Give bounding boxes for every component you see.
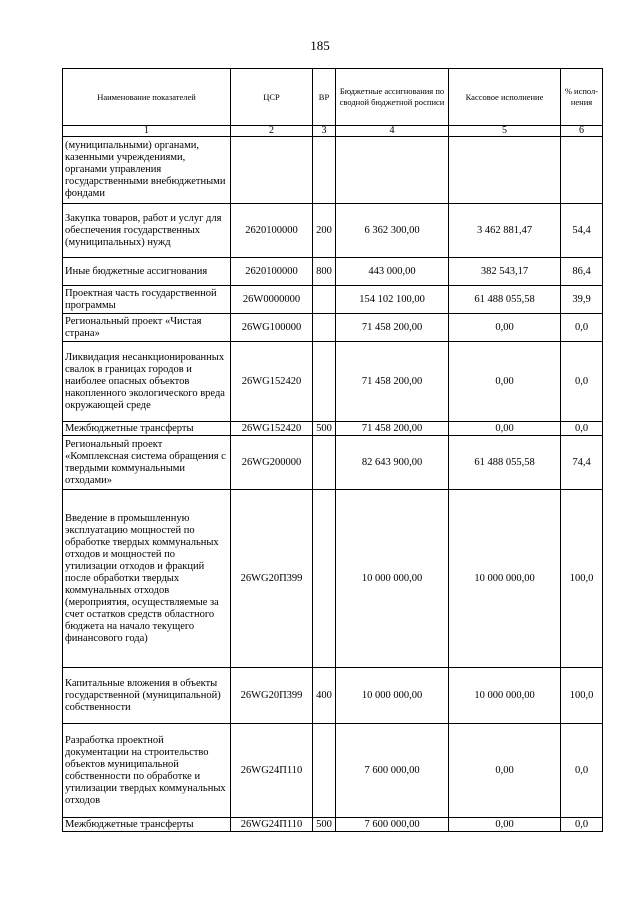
row-budget: 7 600 000,00 [336,818,449,832]
row-vr [313,490,336,668]
row-csr: 26WG24П110 [231,818,313,832]
row-name: Региональный проект «Комплексная система обращения с твердыми коммунальными отходами» [63,436,231,490]
row-csr: 26WG20П399 [231,490,313,668]
row-name: Иные бюджетные ассигнования [63,258,231,286]
row-budget: 443 000,00 [336,258,449,286]
row-csr: 26WG24П110 [231,724,313,818]
table-row [63,422,603,436]
row-csr: 26WG152420 [231,422,313,436]
row-csr: 2620100000 [231,204,313,258]
row-name: Закупка товаров, работ и услуг для обеспечения государственных (муниципальных) нужд [63,204,231,258]
row-cash: 10 000 000,00 [449,490,561,668]
row-percent: 0,0 [561,818,603,832]
row-budget [336,137,449,204]
row-name: Капитальные вложения в объекты государственной (муниципальной) собственности [63,668,231,724]
row-percent: 74,4 [561,436,603,490]
table-row [63,724,603,818]
table-row [63,137,603,204]
row-csr: 26WG20П399 [231,668,313,724]
row-percent: 0,0 [561,422,603,436]
header-budget-allocations: Бюджетные ассигнования по сводной бюджетной росписи [336,69,449,126]
column-number: 5 [449,126,561,137]
row-percent: 39,9 [561,286,603,314]
table-row [63,258,603,286]
row-cash: 61 488 055,58 [449,286,561,314]
row-budget: 10 000 000,00 [336,668,449,724]
column-number: 4 [336,126,449,137]
row-budget: 71 458 200,00 [336,342,449,422]
row-vr: 500 [313,818,336,832]
row-budget: 6 362 300,00 [336,204,449,258]
header-vr: ВР [313,69,336,126]
row-cash: 10 000 000,00 [449,668,561,724]
row-vr: 500 [313,422,336,436]
row-vr [313,314,336,342]
table-row [63,668,603,724]
row-cash [449,137,561,204]
row-vr: 800 [313,258,336,286]
row-name: Межбюджетные трансферты [63,422,231,436]
column-number: 2 [231,126,313,137]
column-number: 6 [561,126,603,137]
row-name: Разработка проектной документации на строительство объектов муниципальной собственности по обработке и утилизации твердых коммунальных отходов [63,724,231,818]
row-percent [561,137,603,204]
row-name: Региональный проект «Чистая страна» [63,314,231,342]
row-cash: 61 488 055,58 [449,436,561,490]
row-name: Межбюджетные трансферты [63,818,231,832]
row-csr: 26WG200000 [231,436,313,490]
row-vr [313,137,336,204]
row-vr [313,342,336,422]
row-budget: 7 600 000,00 [336,724,449,818]
row-percent: 86,4 [561,258,603,286]
header-csr: ЦСР [231,69,313,126]
table-row [63,436,603,490]
row-cash: 382 543,17 [449,258,561,286]
row-cash: 0,00 [449,422,561,436]
row-cash: 0,00 [449,818,561,832]
row-budget: 154 102 100,00 [336,286,449,314]
row-cash: 0,00 [449,314,561,342]
table-header-row [63,69,603,126]
table-row [63,818,603,832]
column-number: 3 [313,126,336,137]
row-budget: 82 643 900,00 [336,436,449,490]
row-csr: 26WG152420 [231,342,313,422]
row-percent: 100,0 [561,490,603,668]
row-percent: 0,0 [561,724,603,818]
row-vr [313,436,336,490]
row-csr [231,137,313,204]
table-row [63,314,603,342]
row-percent: 54,4 [561,204,603,258]
budget-execution-table [62,68,603,832]
row-cash: 0,00 [449,724,561,818]
column-number-row [63,126,603,137]
row-name: Ликвидация несанкционированных свалок в границах городов и наиболее опасных объектов накопленного экологического вреда окружающей среде [63,342,231,422]
row-name: Введение в промышленную эксплуатацию мощностей по обработке твердых коммунальных отходов и мощностей по утилизации отходов и фракций после обработки твердых коммунальных отходов (мероприятия, осуществляемые за счет остатков средств областного бюджета на начало текущего финансового года) [63,490,231,668]
row-vr: 200 [313,204,336,258]
header-execution-percent: % испол-нения [561,69,603,126]
table-row [63,490,603,668]
row-cash: 3 462 881,47 [449,204,561,258]
row-cash: 0,00 [449,342,561,422]
row-vr: 400 [313,668,336,724]
page-number: 185 [310,38,330,53]
header-indicator-name: Наименование показателей [63,69,231,126]
table-row [63,204,603,258]
row-percent: 100,0 [561,668,603,724]
row-budget: 71 458 200,00 [336,422,449,436]
row-budget: 71 458 200,00 [336,314,449,342]
row-csr: 2620100000 [231,258,313,286]
row-vr [313,724,336,818]
row-budget: 10 000 000,00 [336,490,449,668]
row-name: (муниципальными) органами, казенными учреждениями, органами управления государственными внебюджетными фондами [63,137,231,204]
row-name: Проектная часть государственной программы [63,286,231,314]
column-number: 1 [63,126,231,137]
row-percent: 0,0 [561,314,603,342]
header-cash-execution: Кассовое исполнение [449,69,561,126]
row-percent: 0,0 [561,342,603,422]
table-row [63,286,603,314]
row-csr: 26W0000000 [231,286,313,314]
table-row [63,342,603,422]
row-vr [313,286,336,314]
row-csr: 26WG100000 [231,314,313,342]
